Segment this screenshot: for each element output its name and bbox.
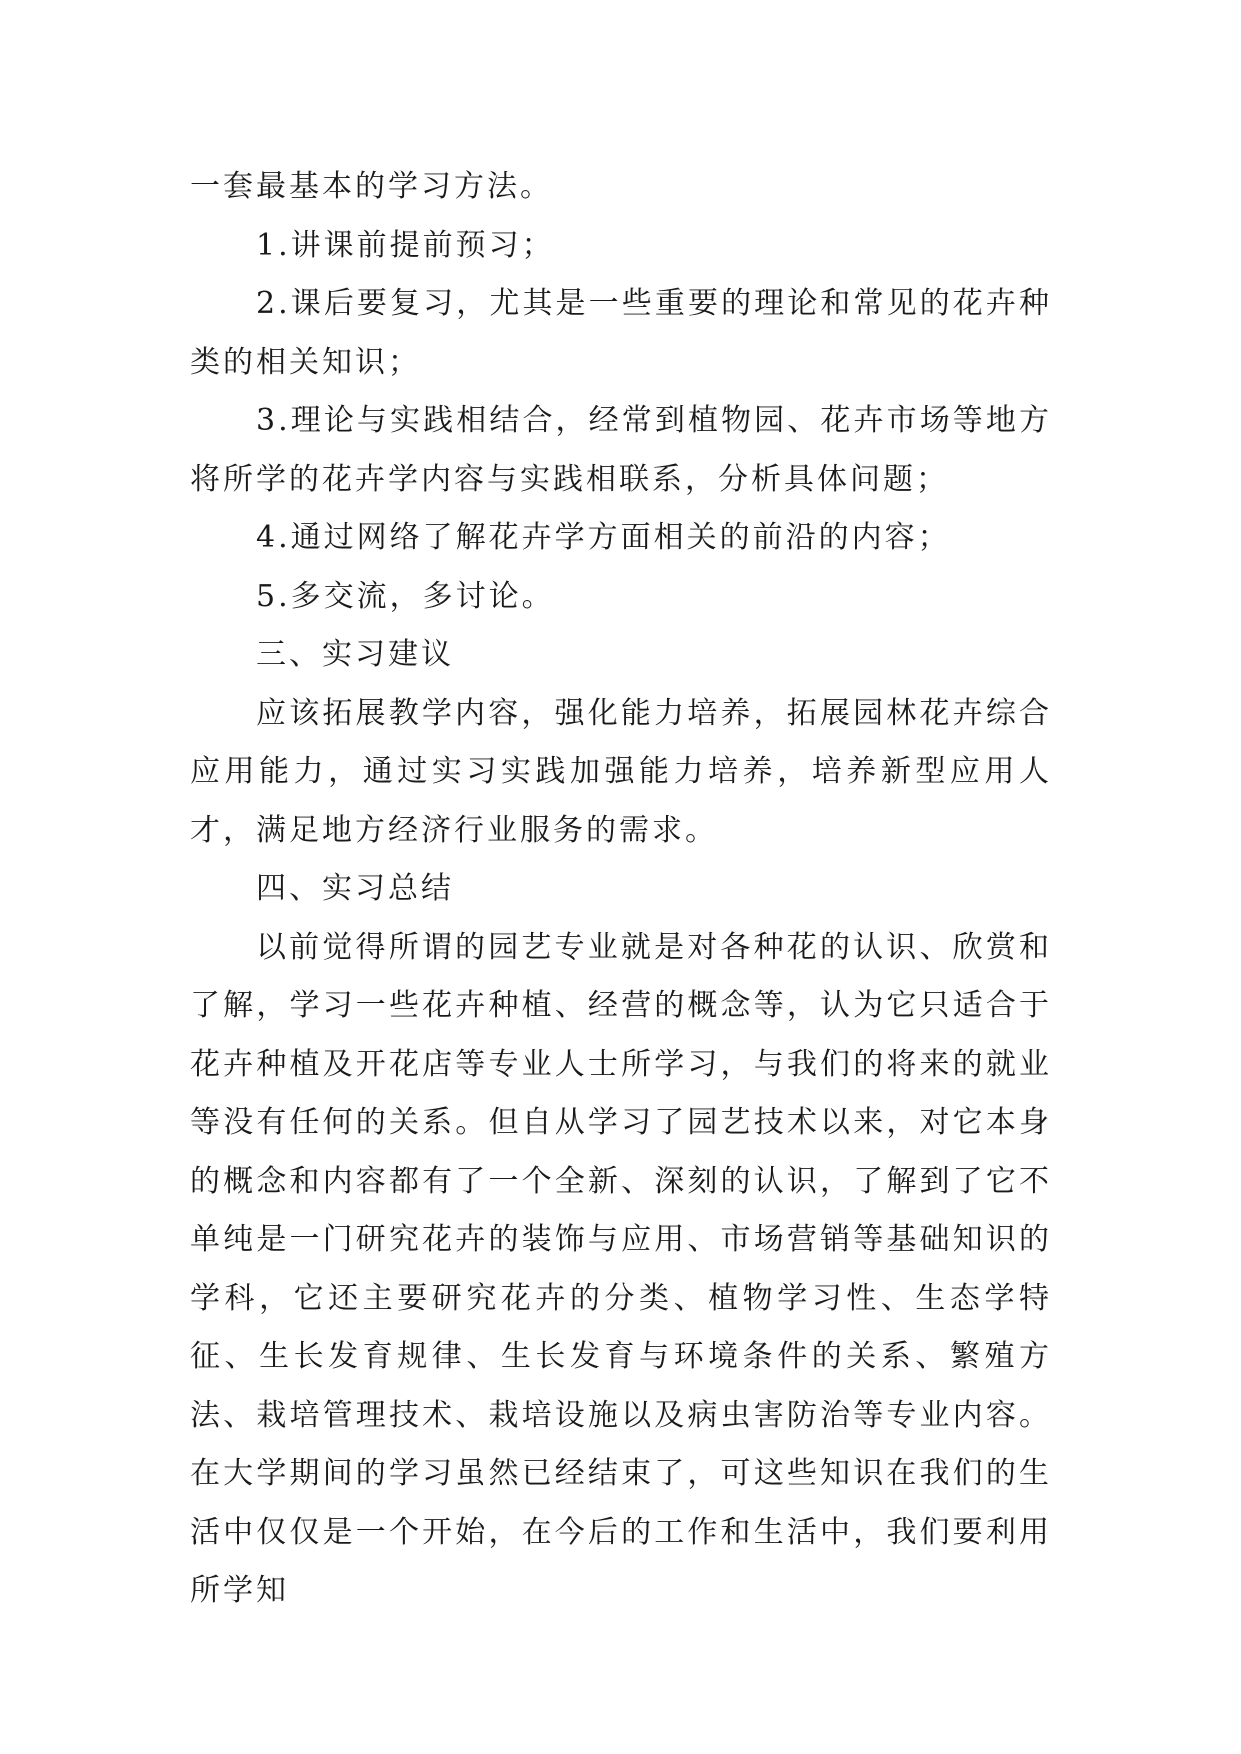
paragraph: 以前觉得所谓的园艺专业就是对各种花的认识、欣赏和了解，学习一些花卉种植、经营的概念等，认为它只适合于花卉种植及开花店等专业人士所学习，与我们的将来的就业等没有任何的关系。但自从学习了园艺技术以来，对它本身的概念和内容都有了一个全新、深刻的认识，了解到了它不单纯是一门研究花卉的装饰与应用、市场营销等基础知识的学科，它还主要研究花卉的分类、植物学习性、生态学特征、生长发育规律、生长发育与环境条件的关系、繁殖方法、栽培管理技术、栽培设施以及病虫害防治等专业内容。在大学期间的学习虽然已经结束了，可这些知识在我们的生活中仅仅是一个开始，在今后的工作和生活中，我们要利用所学知 [190, 929, 1052, 1608]
list-item: 2.课后要复习，尤其是一些重要的理论和常见的花卉种类的相关知识； [190, 286, 1052, 380]
list-item: 5.多交流，多讨论。 [256, 578, 555, 614]
section-heading: 三、实习建议 [256, 637, 454, 672]
paragraph: 应该拓展教学内容，强化能力培养，拓展园林花卉综合应用能力，通过实习实践加强能力培养，培养新型应用人才，满足地方经济行业服务的需求。 [190, 695, 1052, 848]
list-item: 4.通过网络了解花卉学方面相关的前沿的内容； [256, 520, 951, 555]
list-item: 3.理论与实践相结合，经常到植物园、花卉市场等地方将所学的花卉学内容与实践相联系，分析具体问题； [190, 403, 1052, 497]
section-heading: 四、实习总结 [256, 871, 454, 906]
document-body [190, 158, 1052, 1621]
list-item: 1.讲课前提前预习； [256, 227, 555, 263]
paragraph: 一套最基本的学习方法。 [190, 169, 553, 204]
